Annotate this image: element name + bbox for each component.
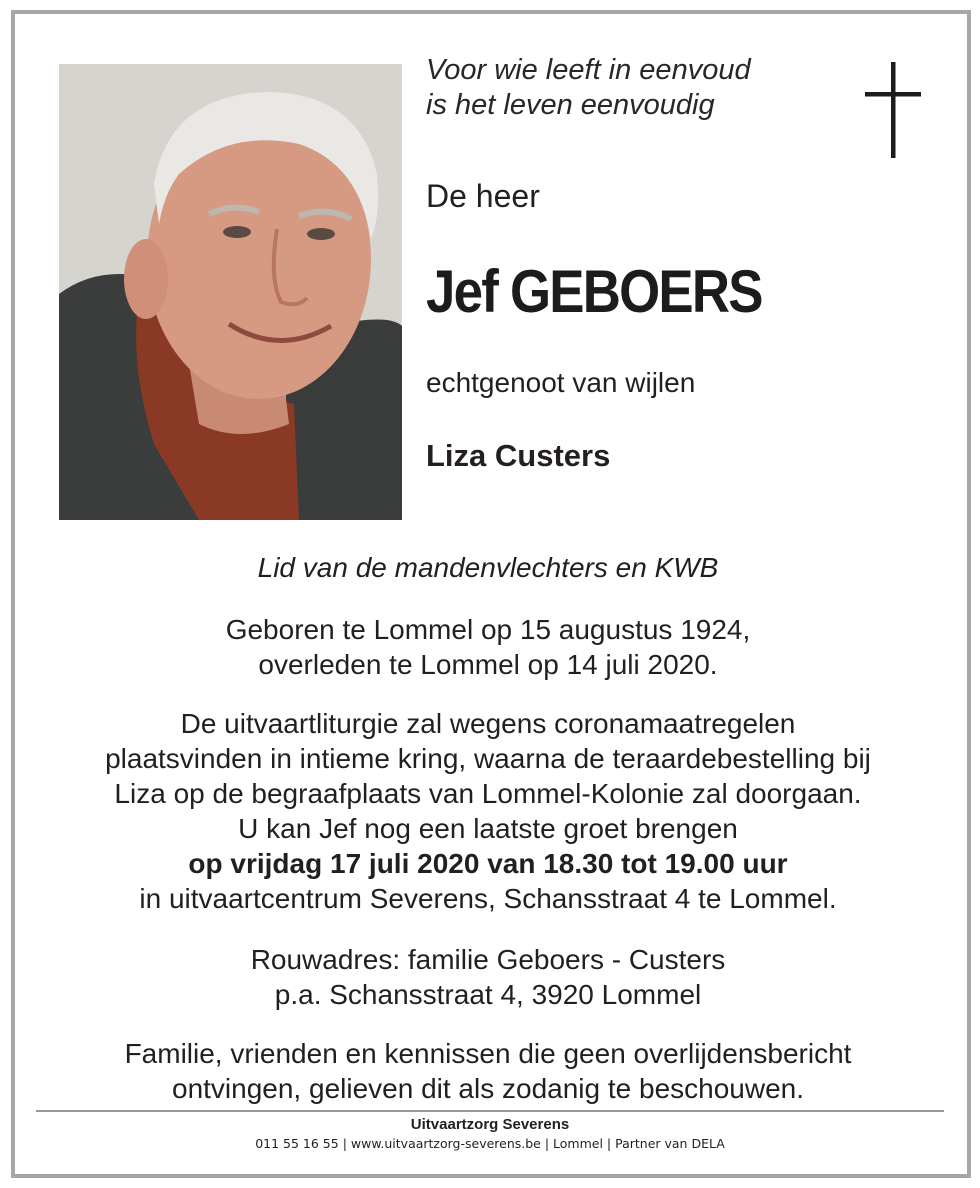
ceremony-line: U kan Jef nog een laatste groet brengen [238,813,738,844]
spouse-name: Liza Custers [426,438,611,473]
portrait-photo [59,64,402,520]
membership-line: Lid van de mandenvlechters en KWB [257,552,719,583]
motto-line: is het leven eenvoudig [426,89,715,121]
funeral-home-contact: 011 55 16 55 | www.uitvaartzorg-severens.be | Lommel | Partner van DELA [255,1136,725,1151]
relation-text: echtgenoot van wijlen [426,367,696,398]
motto [426,53,751,123]
portrait-icon [59,64,402,520]
cross-icon [865,62,923,165]
death-line: overleden te Lommel op 14 juli 2020. [258,649,718,680]
ceremony-line: De uitvaartliturgie zal wegens coronamaatregelen [180,708,796,739]
membership-text [30,550,946,585]
deceased-name: Jef GEBOERS [426,258,762,325]
birth-line: Geboren te Lommel op 15 augustus 1924, [225,614,751,645]
address-line: p.a. Schansstraat 4, 3920 Lommel [274,979,702,1010]
salutation: De heer [426,178,540,214]
address-line: Rouwadres: familie Geboers - Custers [250,944,726,975]
funeral-home-name: Uitvaartzorg Severens [410,1116,570,1133]
motto-line: Voor wie leeft in eenvoud [426,54,751,86]
visitation-location: in uitvaartcentrum Severens, Schansstraat 4 te Lommel. [139,883,837,914]
footer-divider [36,1110,944,1112]
ceremony-block [30,706,946,916]
visitation-time: op vrijdag 17 juli 2020 van 18.30 tot 19.00 uur [188,848,788,879]
notice-line: ontvingen, gelieven dit als zodanig te beschouwen. [172,1073,804,1104]
mourning-address [30,942,946,1012]
notice-line: Familie, vrienden en kennissen die geen overlijdensbericht [124,1038,852,1069]
dates-block [30,612,946,682]
ceremony-line: Liza op de begraafplaats van Lommel-Kolonie zal doorgaan. [114,778,862,809]
notice-text [30,1036,946,1106]
ceremony-line: plaatsvinden in intieme kring, waarna de teraardebestelling bij [105,743,871,774]
